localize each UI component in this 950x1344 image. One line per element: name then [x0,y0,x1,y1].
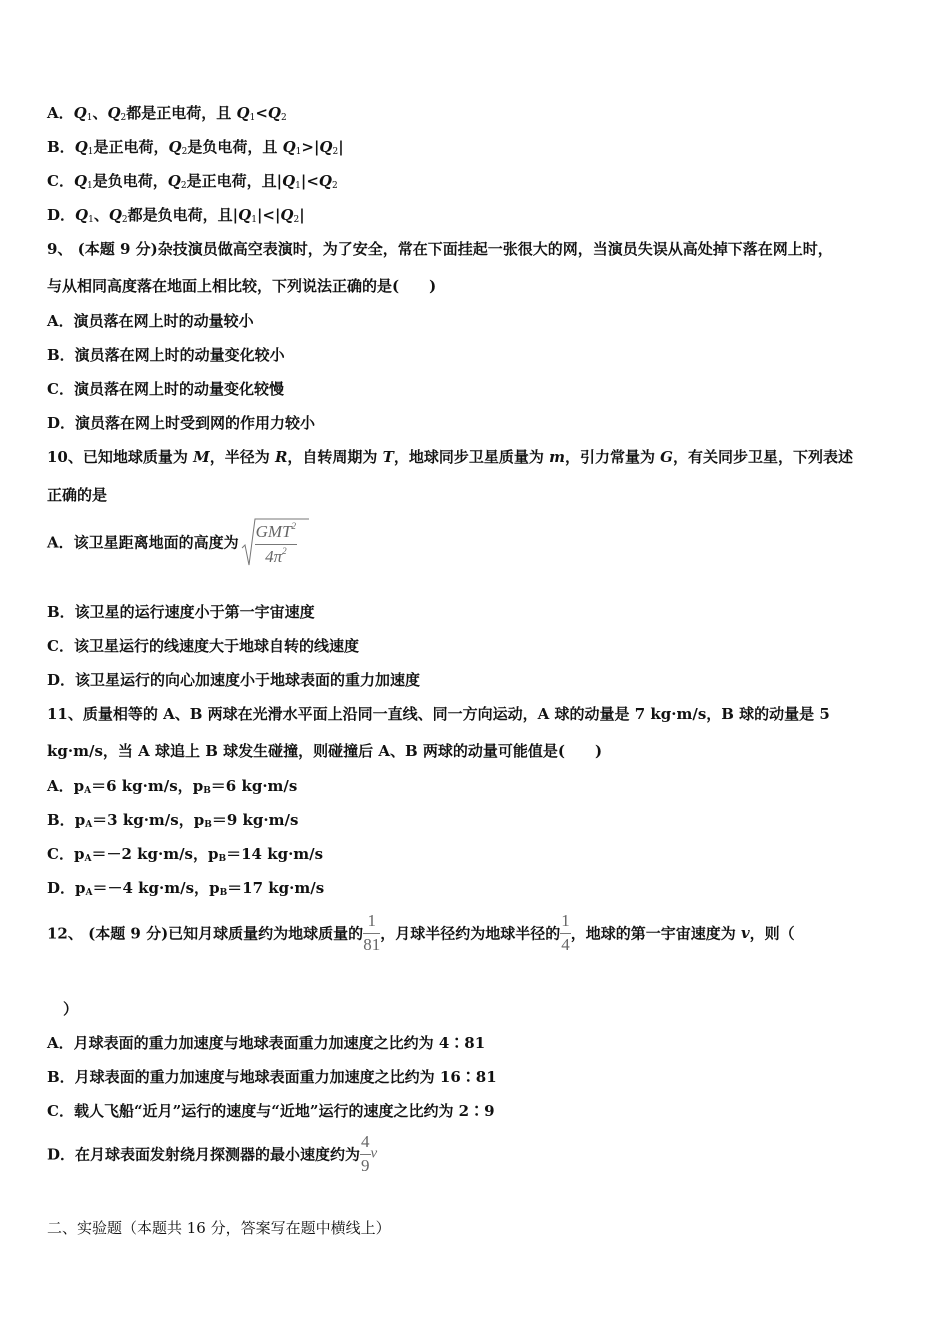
q10-option-c: C．该卫星运行的线速度大于地球自转的线速度 [47,637,359,655]
section-2-heading: 二、实验题（本题共 16 分，答案写在题中横线上） [47,1219,391,1237]
q11-stem-line2: kg·m/s，当 A 球追上 B 球发生碰撞，则碰撞后 A、B 两球的动量可能值是( ) [47,742,603,760]
q12-option-a: A．月球表面的重力加速度与地球表面重力加速度之比约为 4∶81 [47,1034,486,1052]
q12-option-d: D．在月球表面发射绕月探测器的最小速度约为 $\frac{4}{9}$ v [47,1132,378,1175]
q12-stem-line1: 12、 (本题 9 分)已知月球质量约为地球质量的 $\frac{1}{81}$ ，月球半径约为地球半径的 $\frac{1}{4}$ ，地球的第一宇宙速度为 v，则（ [47,911,795,954]
q12-option-c: C．载人飞船“近月”运行的速度与“近地”运行的速度之比约为 2∶9 [47,1102,495,1120]
q10-option-b: B．该卫星的运行速度小于第一宇宙速度 [47,603,315,621]
q9-option-b: B．演员落在网上时的动量变化较小 [47,346,285,364]
q8-option-a: A．$Q_1$、$Q_2$都是正电荷，且 $Q_1<Q_2$ [47,104,287,123]
q10-option-a: A．该卫星距离地面的高度为 $\frac{GMT^2}{4\pi^2}$ [47,518,297,566]
q10-stem-line2: 正确的是 [47,486,108,504]
q9-option-d: D．演员落在网上时受到网的作用力较小 [47,414,316,432]
q9-stem-line1: 9、 (本题 9 分)杂技演员做高空表演时，为了安全，常在下面挂起一张很大的网，当演员失误从高处掉下落在网上时， [47,240,833,258]
q12-stem-line2: ） [63,1000,79,1018]
q11-stem-line1: 11、质量相等的 A、B 两球在光滑水平面上沿同一直线、同一方向运动，A 球的动量是 7 kg·m/s，B 球的动量是 5 [47,705,830,723]
sqrt-formula: $\frac{GMT^2}{4\pi^2}$ [241,518,297,566]
q10-option-d: D．该卫星运行的向心加速度小于地球表面的重力加速度 [47,671,421,689]
q12-option-b: B．月球表面的重力加速度与地球表面重力加速度之比约为 16∶81 [47,1068,497,1086]
q8-option-b: B．$Q_1$是正电荷，$Q_2$是负电荷，且 $Q_1>|Q_2|$ [47,138,344,157]
q10-stem-line1: 10、已知地球质量为 M，半径为 R，自转周期为 T，地球同步卫星质量为 m，引力常量为 G，有关同步卫星，下列表述 [47,448,853,466]
q11-option-b: B．$p_A=3$ kg·m/s，$p_B=9$ kg·m/s [47,811,299,830]
q8-option-c: C．$Q_1$是负电荷，$Q_2$是正电荷，且$|Q_1|<Q_2$ [47,172,338,191]
q9-stem-line2: 与从相同高度落在地面上相比较，下列说法正确的是( ) [47,277,437,295]
q11-option-a: A．$p_A=6$ kg·m/s，$p_B=6$ kg·m/s [47,777,298,796]
q11-option-d: D．$p_A=-4$ kg·m/s，$p_B=17$ kg·m/s [47,879,325,898]
fraction-1-81: $\frac{1}{81}$ [363,911,381,954]
q8-option-d: D．$Q_1$、$Q_2$都是负电荷，且$|Q_1|<|Q_2|$ [47,206,305,225]
q9-option-c: C．演员落在网上时的动量变化较慢 [47,380,284,398]
fraction-4-9: $\frac{4}{9}$ [361,1132,370,1175]
fraction-1-4: $\frac{1}{4}$ [561,911,570,954]
q9-option-a: A．演员落在网上时的动量较小 [47,312,254,330]
q11-option-c: C．$p_A=-2$ kg·m/s，$p_B=14$ kg·m/s [47,845,324,864]
